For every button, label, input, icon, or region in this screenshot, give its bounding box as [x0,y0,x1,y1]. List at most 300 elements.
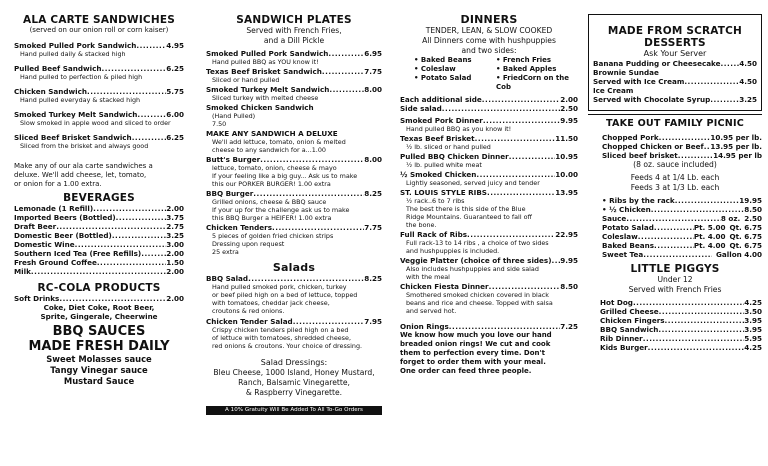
item-price: 8.00 [364,155,382,164]
item-name: • ½ Chicken [602,205,651,214]
item-name: Ice Cream [593,86,634,95]
item-name: Smoked Pork Dinner [400,116,483,125]
sauce-item: Tangy Vinegar sauce [50,365,148,375]
desserts-title: DESSERTS [644,37,706,49]
sauce-item: Mustard Sauce [63,376,135,386]
leader-dots [704,142,711,151]
item-name: Grilled Cheese [600,307,659,316]
item-description: Full rack-13 to 14 ribs , a choice of two sides [406,239,549,247]
plate-row [206,103,382,112]
side-option: • Coleslaw [414,65,456,73]
dinners-list [400,116,578,316]
dinner-row [400,188,578,197]
takeout-sides-list [588,214,762,259]
item-price: 3.95 [744,325,762,334]
item-price: 8.25 [364,274,382,283]
kids-row [600,316,762,325]
item-name: MAKE ANY SANDWICH A DELUXE [206,129,338,138]
item-size: Pt. 4.00 [693,241,726,250]
item-price: 10.00 [555,170,578,179]
side-option: • Baked Apples [496,65,557,73]
leader-dots [638,232,694,241]
item-price: 4.25 [744,343,762,352]
side-option: • Potato Salad [414,74,472,82]
item-name: Texas Beef Brisket [400,134,475,143]
item-name: Brownie Sundae [593,68,659,77]
item-name: BBQ Sandwich [600,325,659,334]
sandwich-row [14,41,184,50]
little-piggys-list [588,298,762,352]
item-description: We'll add lettuce, tomato, onion & melted [212,138,346,146]
leader-dots [643,334,745,343]
item-description: cheese to any sandwich for a...1.00 [212,146,326,154]
item-name: ½ Smoked Chicken [400,170,477,179]
leader-dots [487,188,555,197]
item-price: 3.75 [166,213,184,222]
onion-rings-name: Onion Rings [400,322,449,331]
takeout-side-row [602,241,762,250]
sandwich-plates-subtitle: and a Dill Pickle [263,36,325,45]
leader-dots [509,152,556,161]
item-name: Smoked Chicken Sandwich [206,103,314,112]
item-description: (Hand Pulled) [212,112,256,120]
dinner-row [400,230,578,239]
ribs-list [588,196,762,214]
item-price: 1.50 [166,258,184,267]
item-description: Sliced turkey with melted cheese [212,94,319,102]
plate-row [206,49,382,58]
item-name: Imported Beers (Bottled) [14,213,116,222]
dinner-row [400,282,578,291]
item-name: Smoked Turkey Melt Sandwich [14,110,138,119]
item-name: Each additional side [400,95,482,104]
beverage-row [14,240,184,249]
deluxe-line: Make any of our ala carte sandwiches a [14,162,153,170]
leader-dots [97,258,166,267]
onion-rings-price: 7.25 [560,322,578,331]
leader-dots [483,116,560,125]
item-price: Qt. 6.75 [729,223,762,232]
sandwich-plates-subtitle: Served with French Fries, [246,26,342,35]
side-option: • French Fries [496,56,552,64]
soft-drinks-list: Sprite, Gingerale, Cheerwine [40,312,158,321]
item-description: 25 extra [212,248,239,256]
item-name: Rib Dinner [600,334,643,343]
item-price: 2.00 [166,249,184,258]
item-name: Smoked Turkey Melt Sandwich [206,85,330,94]
item-price: 11.50 [555,134,578,143]
little-piggys-subtitle: Served with French Fries [628,285,722,294]
item-price: 2.00 [166,204,184,213]
item-price: 4.50 [739,59,757,68]
leader-dots [101,64,166,73]
side-option: • FriedCorn on the Cob [496,74,569,91]
leader-dots [654,241,694,250]
sandwich-row [14,133,184,142]
leader-dots [467,230,555,239]
leader-dots [626,214,721,223]
little-piggys-title: LITTLE PIGGYS [630,263,720,275]
onion-rings-line: breaded onion rings! We cut and cook [400,340,551,348]
dessert-row [593,59,757,68]
dinners-subtitle: All Dinners come with hushpuppies [422,36,556,45]
leader-dots [293,317,365,326]
leader-dots [552,256,561,265]
item-description: Hand pulled BBQ as YOU know it! [212,58,319,66]
item-name: Chicken Sandwich [14,87,87,96]
item-price: 13.95 [555,188,578,197]
desserts-subtitle: Ask Your Server [643,49,707,58]
item-name: Southern Iced Tea (Free Refills) [14,249,142,258]
item-name: Pulled Beef Sandwich [14,64,102,73]
item-price: 6.25 [166,133,184,142]
item-price: 3.95 [744,316,762,325]
leader-dots [442,104,561,113]
leader-dots [710,95,739,104]
item-description: Hand pulled smoked pork, chicken, turkey [212,283,347,291]
dressings-line: Bleu Cheese, 1000 Island, Honey Mustard, [213,368,375,377]
made-fresh-title: MADE FRESH DAILY [28,339,170,354]
leader-dots [93,204,166,213]
kids-row [600,343,762,352]
ala-carte-title: ALA CARTE SANDWICHES [23,14,175,26]
item-size: Pt. 4.00 [693,232,726,241]
extras-list [400,95,578,113]
little-piggys-subtitle: Under 12 [657,275,693,284]
item-name: Banana Pudding or Cheesecake [593,59,721,68]
item-price: 8.50 [744,205,762,214]
leader-dots [721,59,740,68]
item-price: 8.50 [560,282,578,291]
item-name: Domestic Wine [14,240,75,249]
item-name: Chicken Fingers [600,316,665,325]
leader-dots [475,134,556,143]
takeout-side-row [602,232,762,241]
item-name: BBQ Burger [206,189,254,198]
soft-drinks-name: Soft Drinks [14,294,60,303]
item-name: ST. LOUIS STYLE RIBS [400,188,487,197]
soft-drinks-row [14,294,184,303]
dinner-row [400,116,578,125]
leader-dots [659,133,711,142]
item-description: If your feeling like a big guy... Ask us to make [212,172,358,180]
extra-row [400,104,578,113]
dinner-row [400,170,578,179]
item-description: Slow smoked in apple wood and sliced to order [20,119,171,127]
item-description: Sliced or hand pulled [212,76,280,84]
item-price: 5.75 [166,87,184,96]
item-size: 8 oz. [720,214,741,223]
column-dinners [392,0,582,466]
takeout-side-row [602,214,762,223]
item-name: Hot Dog [600,298,633,307]
item-price: 10.95 per lb. [710,133,762,142]
item-price: 3.50 [744,307,762,316]
kids-row [600,334,762,343]
item-price: 6.25 [166,64,184,73]
item-description: Dressing upon request [212,240,285,248]
leader-dots [116,213,167,222]
column-ala-carte [0,0,190,466]
item-name: Domestic Beer (Bottled) [14,231,112,240]
dressings-line: Ranch, Balsamic Vinegarette, [238,378,350,387]
item-name: Smoked Pulled Pork Sandwich [206,49,329,58]
item-price: 13.95 per lb. [710,142,762,151]
dressings-title: Salad Dressings: [260,358,328,367]
item-name: Sauce [602,214,627,223]
item-description: this BBQ Burger a HEIFER! 1.00 extra [212,214,332,222]
item-price: 7.95 [364,317,382,326]
dessert-row [593,68,757,77]
beverages-list [14,204,184,276]
leader-dots [112,231,166,240]
leader-dots [648,343,745,352]
item-price: 4.95 [166,41,184,50]
ala-carte-subtitle: (served on our onion roll or corn kaiser) [29,26,169,34]
item-price: 6.95 [364,49,382,58]
item-name: Coleslaw [602,232,638,241]
item-name: Sliced beef brisket [602,151,678,160]
item-name: Served with Ice Cream [593,77,685,86]
dinner-row [400,152,578,161]
sandwich-row [14,64,184,73]
leader-dots [329,85,364,94]
leader-dots [654,223,694,232]
takeout-list [588,133,762,160]
item-price: 3.00 [166,240,184,249]
sandwich-plates-list [206,49,382,257]
item-description: Sliced from the brisket and always good [20,142,149,150]
dinner-sides [400,56,578,92]
leader-dots [87,87,166,96]
item-price: 4.25 [744,298,762,307]
soft-drinks-list: Coke, Diet Coke, Root Beer, [43,303,155,312]
plate-row [206,155,382,164]
takeout-title: TAKE OUT FAMILY PICNIC [606,118,744,129]
salads-list [206,274,382,352]
ribs-row [602,196,762,205]
dessert-row [593,77,757,86]
item-description: croutons & red onions. [212,307,285,315]
kids-row [600,325,762,334]
kids-row [600,307,762,316]
item-name: Sweet Tea [602,250,644,259]
item-price: 14.95 per lb [713,151,762,160]
takeout-note: (8 oz. sauce included) [633,160,717,169]
leader-dots [132,133,167,142]
item-price: 10.95 [555,152,578,161]
leader-dots [633,298,744,307]
dinners-title: DINNERS [460,13,518,26]
item-price: 9.95 [560,256,578,265]
plate-row [206,67,382,76]
sandwich-row [14,110,184,119]
beverage-row [14,222,184,231]
item-description: Crispy chicken tenders piled high on a bed [212,326,349,334]
item-name: Potato Salad [602,223,654,232]
leader-dots [651,205,745,214]
item-description: Hand pulled daily & stacked high [20,50,126,58]
plate-row [206,223,382,232]
sandwich-plates-title: SANDWICH PLATES [236,14,352,26]
item-name: Served with Chocolate Syrup [593,95,711,104]
sauce-item: Sweet Molasses sauce [46,354,152,364]
item-name: Chicken Fiesta Dinner [400,282,489,291]
leader-dots [260,155,364,164]
item-price: 2.75 [166,222,184,231]
ala-carte-list [14,41,184,156]
item-description: ½ rack..6 to 7 ribs [406,197,465,205]
side-option: • Baked Beans [414,56,472,64]
onion-rings-row [400,322,578,331]
item-price: 19.95 [739,196,762,205]
item-description: Also includes hushpuppies and side salad [406,265,539,273]
item-description: ½ lb. pulled white meat [406,161,482,169]
sandwich-row [14,87,184,96]
leader-dots [675,196,740,205]
leader-dots [328,49,364,58]
onion-rings-line: forget to order them with your meal. [400,358,546,366]
item-price: 8.00 [364,85,382,94]
takeout-row [602,151,762,160]
dessert-row [593,86,757,95]
leader-dots [272,223,364,232]
item-description: with the meal [406,273,450,281]
leader-dots [136,41,166,50]
item-description: If your up for the challenge ask us to make [212,206,350,214]
item-description: The best there is this side of the Blue [406,205,526,213]
onion-rings-line: them to perfection every time. Don't [400,349,546,357]
feeds-line: Feeds 3 at 1/3 Lb. each [630,183,720,192]
item-price: 22.95 [555,230,578,239]
plate-row [206,189,382,198]
gratuity-banner: A 10% Gratuity Will Be Added To All To-Go Orders [206,406,382,415]
item-price: 2.50 [560,104,578,113]
item-price: 2.00 [560,95,578,104]
item-name: Pulled BBQ Chicken Dinner [400,152,509,161]
leader-dots [643,250,712,259]
leader-dots [137,110,166,119]
leader-dots [31,267,166,276]
leader-dots [659,307,745,316]
item-description: Hand pulled BBQ as you know it! [406,125,512,133]
feeds-line: Feeds 4 at 1/4 Lb. each [630,173,720,182]
bbq-sauces-title: BBQ SAUCES [52,324,146,339]
leader-dots [248,274,364,283]
item-name: Veggie Platter (choice of three sides) [400,256,552,265]
item-name: • Ribs by the rack [602,196,675,205]
dessert-row [593,95,757,104]
item-description: Lightly seasoned, served juicy and tender [406,179,540,187]
item-description: 5 pieces of golden fried chicken strips [212,232,334,240]
item-description: Smothered smoked chicken covered in black [406,291,549,299]
item-description: or beef piled high on a bed of lettuce, topped [212,291,358,299]
dinners-subtitle: and two sides: [461,46,517,55]
item-description: 7.50 [212,120,227,128]
item-name: Texas Beef Brisket Sandwich [206,67,322,76]
item-description: this our PORKER BURGER! 1.00 extra [212,180,331,188]
deluxe-note [14,162,184,189]
onion-rings-line: We know how much you love our hand [400,331,552,339]
item-price: Qt. 6.75 [729,241,762,250]
leader-dots [253,189,364,198]
item-price: Qt. 6.75 [729,232,762,241]
column-sandwich-plates [196,0,386,466]
plate-row [206,85,382,94]
item-description: Hand pulled everyday & stacked high [20,96,141,104]
item-price: 7.75 [364,67,382,76]
item-name: Full Rack of Ribs [400,230,468,239]
desserts-list [593,59,757,104]
leader-dots [482,95,560,104]
item-price: 3.25 [739,95,757,104]
item-description: the bone. [406,221,437,229]
item-description: ½ lb. sliced or hand pulled [406,143,491,151]
item-description: Ridge Mountains. Guaranteed to fall off [406,213,532,221]
item-price: 2.00 [166,267,184,276]
item-price: 3.25 [166,231,184,240]
leader-dots [56,222,166,231]
item-name: Side salad [400,104,442,113]
rc-cola-title: RC-COLA PRODUCTS [37,282,161,294]
leader-dots [489,282,561,291]
ribs-row [602,205,762,214]
desserts-box [588,14,762,111]
item-name: Baked Beans [602,241,655,250]
item-description: of lettuce with tomatoes, shredded cheese, [212,334,351,342]
item-size: Pt. 5.00 [693,223,726,232]
leader-dots [684,77,739,86]
item-price: 5.95 [744,334,762,343]
item-price: 6.00 [166,110,184,119]
deluxe-line: deluxe. We'll add cheese, let, tomato, [14,171,147,179]
extra-row [400,95,578,104]
takeout-side-row [602,223,762,232]
item-price: Gallon 4.00 [716,250,762,259]
leader-dots [665,316,745,325]
item-name: Chopped Chicken or Beef [602,142,704,151]
item-name: BBQ Salad [206,274,249,283]
deluxe-line: or onion for a 1.00 extra. [14,180,102,188]
item-price: 8.25 [364,189,382,198]
leader-dots [141,249,166,258]
item-description: lettuce, tomato, onion, cheese & mayo [212,164,337,172]
item-name: Butt's Burger [206,155,261,164]
item-name: Smoked Pulled Pork Sandwich [14,41,137,50]
desserts-title: MADE FROM SCRATCH [607,25,743,37]
dressings-line: & Raspberry Vinegarette. [245,388,343,397]
item-name: Lemonade (1 Refill) [14,204,94,213]
item-name: Chicken Tenders [206,223,272,232]
item-description: and served hot. [406,307,457,315]
leader-dots [322,67,364,76]
item-description: Hand pulled to perfection & piled high [20,73,143,81]
leader-dots [678,151,713,160]
item-price: 7.75 [364,223,382,232]
column-desserts-takeout [584,0,768,466]
dinner-row [400,256,578,265]
salads-title: Salads [272,261,316,274]
beverage-row [14,213,184,222]
item-description: with tomatoes, cheddar jack cheese, [212,299,330,307]
salad-row [206,274,382,283]
item-name: Draft Beer [14,222,57,231]
item-description: beans and rice and cheese. Topped with salsa [406,299,553,307]
leader-dots [658,325,744,334]
leader-dots [476,170,555,179]
item-price: 9.95 [560,116,578,125]
item-name: Chopped Pork [602,133,659,142]
